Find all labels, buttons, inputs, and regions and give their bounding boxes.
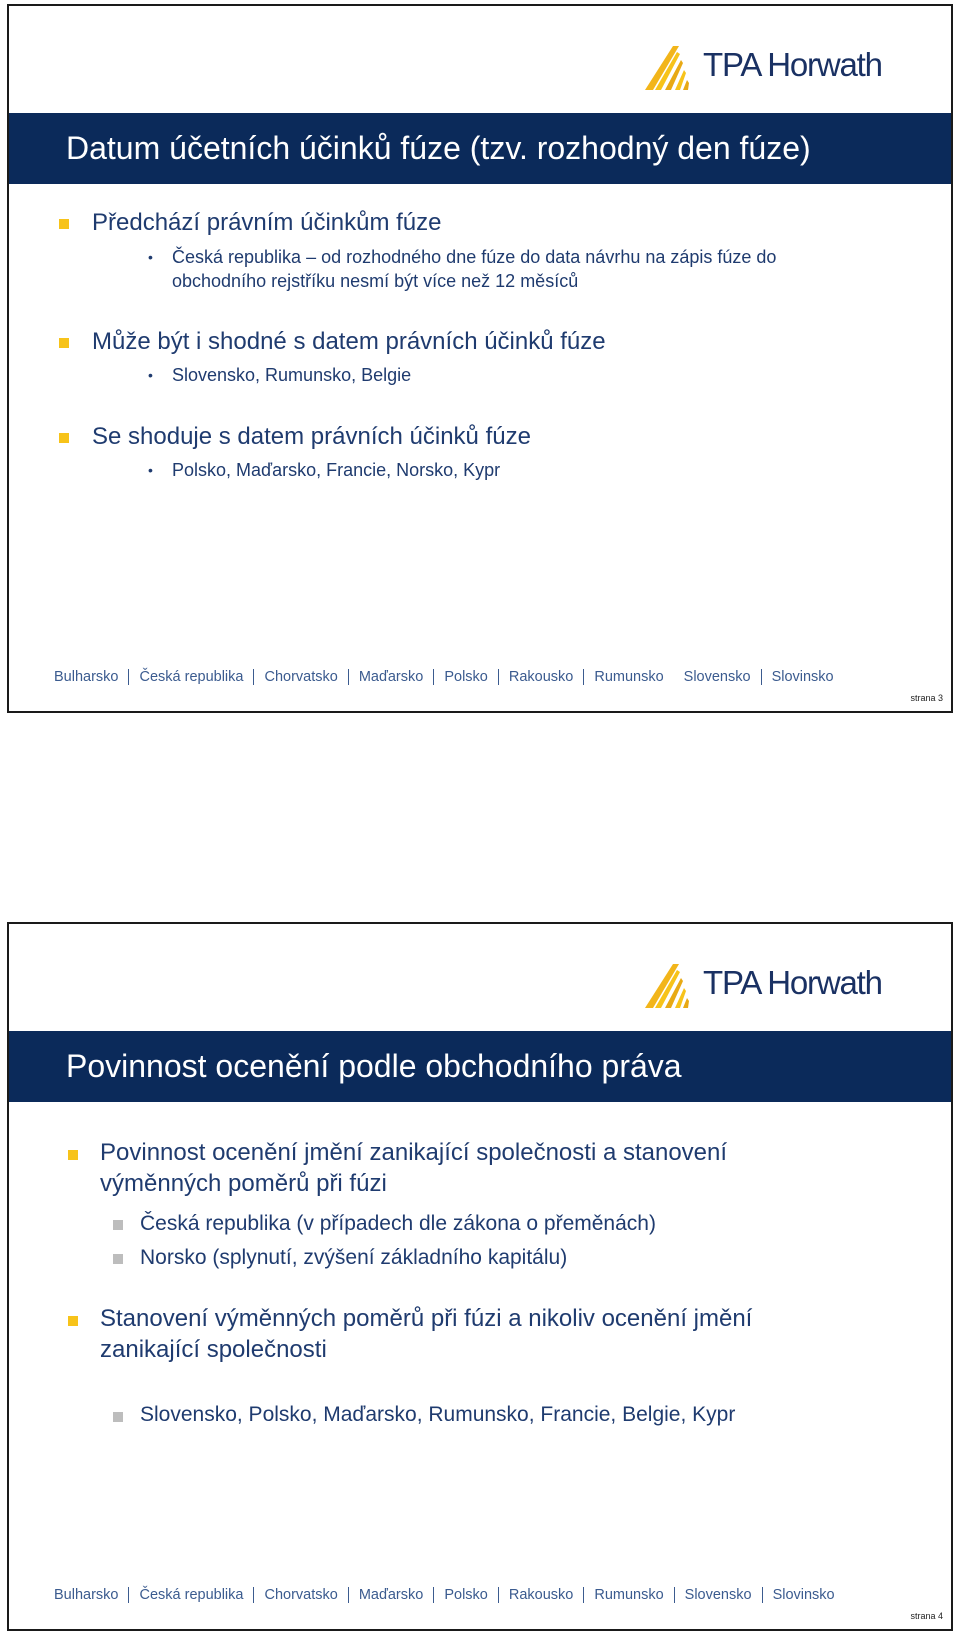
footer-country: Slovensko bbox=[683, 669, 751, 685]
footer-country: Chorvatsko bbox=[264, 1587, 338, 1603]
bullet-text: Předchází právním účinkům fúze bbox=[92, 209, 442, 236]
slide-3 bbox=[7, 4, 953, 713]
footer-country: Polsko bbox=[444, 1587, 488, 1603]
footer-country: Rumunsko bbox=[594, 669, 664, 685]
sub-bullet-text: Polsko, Maďarsko, Francie, Norsko, Kypr bbox=[172, 460, 501, 480]
footer-separator bbox=[128, 1587, 129, 1603]
footer-separator bbox=[498, 1587, 499, 1603]
footer-country: Česká republika bbox=[139, 1587, 244, 1603]
bullet-text: Může být i shodné s datem právních účinků fúze bbox=[92, 328, 606, 355]
sub-bullet-text: Česká republika (v případech dle zákona o přeměnách) bbox=[140, 1212, 656, 1235]
bullet-text: Povinnost ocenění jmění zanikající společnosti a stanovení bbox=[100, 1139, 728, 1166]
sub-bullet-text: obchodního rejstříku nesmí být více než 12 měsíců bbox=[172, 271, 579, 291]
footer-country: Bulharsko bbox=[54, 669, 119, 685]
country-footer bbox=[54, 669, 834, 685]
footer-separator bbox=[433, 1587, 434, 1603]
footer-country: Rumunsko bbox=[594, 1587, 664, 1603]
title-bar bbox=[9, 113, 951, 184]
footer-separator bbox=[348, 669, 349, 685]
bullet-text: Stanovení výměnných poměrů při fúzi a nikoliv ocenění jmění bbox=[100, 1305, 753, 1332]
footer-separator bbox=[348, 1587, 349, 1603]
slide-title: Datum účetních účinků fúze (tzv. rozhodný den fúze) bbox=[66, 130, 811, 166]
title-bar bbox=[9, 1031, 951, 1102]
footer-country: Slovinsko bbox=[772, 1587, 835, 1603]
tpa-horwath-logo bbox=[643, 40, 893, 100]
page-number: strana 3 bbox=[910, 693, 943, 703]
page-number: strana 4 bbox=[910, 1611, 943, 1621]
tpa-horwath-logo bbox=[643, 958, 893, 1018]
yellow-square-bullet-icon bbox=[59, 219, 69, 229]
footer-separator bbox=[583, 1587, 584, 1603]
footer-country: Slovensko bbox=[684, 1587, 752, 1603]
footer-separator bbox=[762, 1587, 763, 1603]
footer-separator bbox=[128, 669, 129, 685]
footer-country: Maďarsko bbox=[358, 669, 424, 685]
footer-country: Bulharsko bbox=[54, 1587, 119, 1603]
footer-separator bbox=[253, 1587, 254, 1603]
footer-separator bbox=[674, 1587, 675, 1603]
yellow-square-bullet-icon bbox=[59, 338, 69, 348]
footer-separator bbox=[433, 669, 434, 685]
footer-country: Rakousko bbox=[508, 1587, 574, 1603]
grey-square-bullet-icon bbox=[113, 1220, 123, 1230]
sub-bullet-text: Norsko (splynutí, zvýšení základního kapitálu) bbox=[140, 1246, 568, 1269]
country-footer bbox=[54, 1587, 835, 1603]
footer-separator bbox=[761, 669, 762, 685]
footer-separator bbox=[583, 669, 584, 685]
logo-text: TPA Horwath bbox=[703, 964, 882, 1001]
sunburst-logo-icon bbox=[643, 958, 705, 1018]
yellow-square-bullet-icon bbox=[68, 1316, 78, 1326]
logo-text: TPA Horwath bbox=[703, 46, 882, 83]
sub-bullet-text: Česká republika – od rozhodného dne fúze do data návrhu na zápis fúze do bbox=[172, 247, 777, 267]
grey-square-bullet-icon bbox=[113, 1412, 123, 1422]
sub-bullet-text: Slovensko, Rumunsko, Belgie bbox=[172, 365, 412, 385]
dot-bullet-icon: • bbox=[148, 249, 153, 265]
footer-country: Maďarsko bbox=[358, 1587, 424, 1603]
slide-4 bbox=[7, 922, 953, 1631]
footer-country: Polsko bbox=[444, 669, 488, 685]
footer-separator bbox=[253, 669, 254, 685]
footer-separator bbox=[498, 669, 499, 685]
dot-bullet-icon: • bbox=[148, 462, 153, 478]
yellow-square-bullet-icon bbox=[59, 433, 69, 443]
bullet-text: zanikající společnosti bbox=[100, 1336, 327, 1363]
bullet-text: Se shoduje s datem právních účinků fúze bbox=[92, 423, 531, 450]
grey-square-bullet-icon bbox=[113, 1254, 123, 1264]
dot-bullet-icon: • bbox=[148, 367, 153, 383]
footer-country: Chorvatsko bbox=[264, 669, 338, 685]
footer-country: Slovinsko bbox=[771, 669, 834, 685]
slide-title: Povinnost ocenění podle obchodního práva bbox=[66, 1048, 682, 1084]
footer-country: Rakousko bbox=[508, 669, 574, 685]
yellow-square-bullet-icon bbox=[68, 1150, 78, 1160]
bullet-text: výměnných poměrů při fúzi bbox=[100, 1170, 387, 1197]
footer-country: Česká republika bbox=[139, 669, 244, 685]
sub-bullet-text: Slovensko, Polsko, Maďarsko, Rumunsko, Francie, Belgie, Kypr bbox=[140, 1403, 736, 1426]
sunburst-logo-icon bbox=[643, 40, 705, 100]
